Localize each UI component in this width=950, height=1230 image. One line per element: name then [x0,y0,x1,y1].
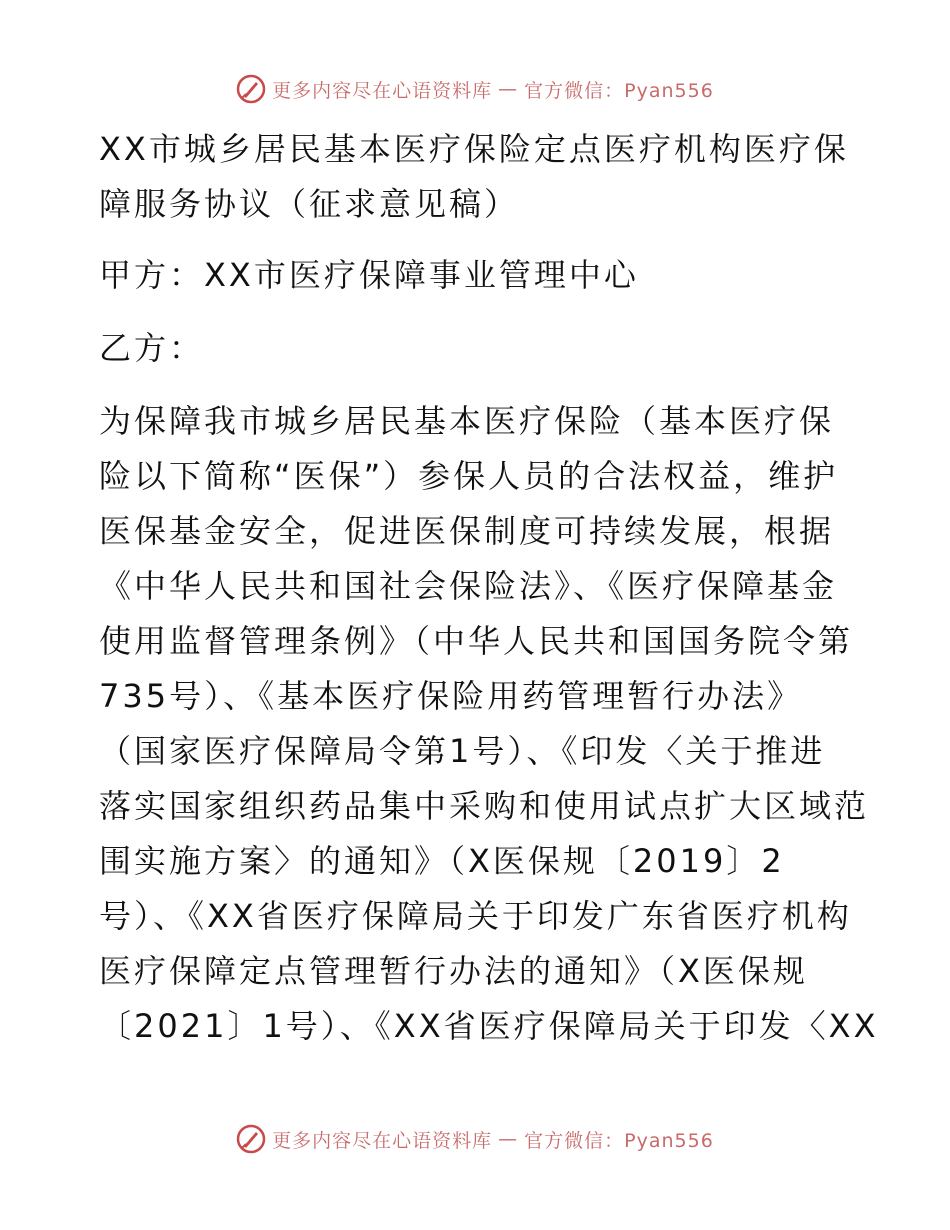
paragraph [99,394,879,1054]
footer-watermark [0,1124,950,1154]
party-a: 甲方：XX市医疗保障事业管理中心 [99,256,639,294]
watermark-separator: — [498,78,519,100]
title-line: XX市城乡居民基本医疗保险定点医疗机构医疗保 [99,130,849,168]
document-body [99,122,879,1054]
party-b: 乙方： [99,329,205,367]
paragraph-line: 使用监督管理条例》（中华人民共和国国务院令第 [99,622,854,660]
paragraph-line: 〔2021〕1号）、《XX省医疗保障局关于印发〈XX [99,1007,879,1045]
watermark-text: 更多内容尽在心语资料库 [272,1129,493,1152]
paragraph-line: 为保障我市城乡居民基本医疗保险（基本医疗保 [99,402,835,440]
quill-logo-icon [236,74,266,104]
watermark-text: 更多内容尽在心语资料库 [272,79,493,102]
watermark-contact: 官方微信：Pyan556 [524,79,714,102]
title-line: 障服务协议（征求意见稿） [99,185,520,223]
paragraph-line: （国家医疗保障局令第1号）、《印发〈关于推进 [99,732,826,770]
header-watermark [0,74,950,104]
paragraph-line: 医保基金安全，促进医保制度可持续发展，根据 [99,512,835,550]
paragraph-line: 《中华人民共和国社会保险法》、《医疗保障基金 [99,567,838,605]
paragraph-line: 落实国家组织药品集中采购和使用试点扩大区域范 [99,787,870,825]
paragraph-line: 围实施方案〉的通知》（X医保规〔2019〕2 [99,842,785,880]
watermark-separator: — [498,1128,519,1150]
paragraph-line: 医疗保障定点管理暂行办法的通知》（X医保规 [99,952,808,990]
paragraph-line: 险以下简称“医保”）参保人员的合法权益，维护 [99,457,839,495]
quill-logo-icon [236,1124,266,1154]
document-title [99,122,859,232]
watermark-contact: 官方微信：Pyan556 [524,1129,714,1152]
paragraph-line: 735号）、《基本医疗保险用药管理暂行办法》 [99,677,803,715]
paragraph-line: 号）、《XX省医疗保障局关于印发广东省医疗机构 [99,897,852,935]
